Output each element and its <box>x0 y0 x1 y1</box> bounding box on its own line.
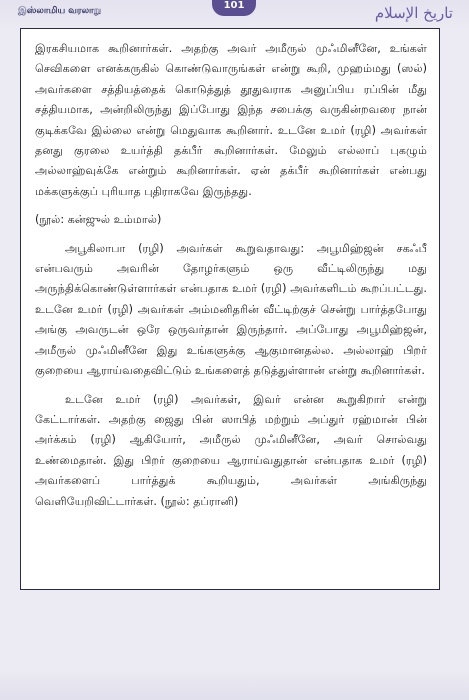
footer-band <box>0 670 469 700</box>
book-title: இஸ்லாமிய வரலாறு <box>18 6 102 16</box>
source-citation-1: (நூல்: கன்ஜுல் உம்மால்) <box>35 213 162 227</box>
paragraph-3: உடனே உமர் (ரழி) அவர்கள், இவர் என்ன கூறுகிறார் என்று கேட்டார்கள். அதற்கு ஜைது பின் ஸாபித் மற்றும் அப்துர் ரஹ்மான் பின் அர்க்கம் (ரழி) ஆகியோர், அமீருல் முஃமினீனே, அவர் சொல்வது உண்மைதான். இது பிறர் குறையை ஆராய்வதுதான் என்பதாக உமர் (ரழி) அவர்களைப் பார்த்துக் கூறியதும், அவர்கள் அங்கிருந்து வெளியேறிவிட்டார்கள். (நூல்: தப்ரானி) <box>35 392 427 508</box>
paragraph-1: இரகசியமாக கூறினார்கள். அதற்கு அவர் அமீருல் முஃமினீனே, உங்கள் செவிகளை எனக்கருகில் கொண்டுவாருங்கள் என்று கூறி, முஹம்மது (ஸல்) அவர்களை சத்தியத்தைக் கொடுத்துத் தூதுவராக அனுப்பிய ரப்பின் மீது சத்தியமாக, அன்றிலிருந்து இப்போது இந்த சபைக்கு வருகின்றவரை நான் குடிக்கவே இல்லை என்று மெதுவாக கூறினார். உடனே உமர் (ரழி) அவர்கள் தனது குரலை உயர்த்தி தக்பீர் கூறினார்கள். மேலும் எல்லாப் புகழும் அல்லாஹ்வுக்கே என்றும் கூறினார்கள். ஏன் தக்பீர் கூறினார்கள் என்பது மக்களுக்குப் புரியாத புதிராகவே இருந்தது. <box>35 42 427 198</box>
body-text <box>35 39 427 520</box>
text-frame <box>20 28 440 590</box>
arabic-title: تاريخ الإسلام <box>374 4 453 22</box>
paragraph-2: அபூகிலாபா (ரழி) அவர்கள் கூறுவதாவது: அபூமிஹ்ஜன் சகஃபீ என்பவரும் அவரின் தோழர்களும் ஒரு வீட்டிலிருந்து மது அருந்திக்கொண்டுள்ளார்கள் என்பதாக உமர் (ரழி) அவர்களிடம் கூறப்பட்டது. உடனே உமர் (ரழி) அவர்கள் அம்மனிதரின் வீட்டிற்குச் சென்று பார்த்தபோது அங்கு அவருடன் ஒரே ஒருவர்தான் இருந்தார். அப்போது அபூமிஹ்ஜன், அமீருல் முஃமினீனே இது உங்களுக்கு ஆகுமானதல்ல. அல்லாஹ் பிறர் குறையை ஆராய்வதைவிட்டும் உங்களைத் தடுத்துள்ளான் என்று கூறினார்கள். <box>35 241 427 378</box>
page-number: 101 <box>212 0 256 16</box>
